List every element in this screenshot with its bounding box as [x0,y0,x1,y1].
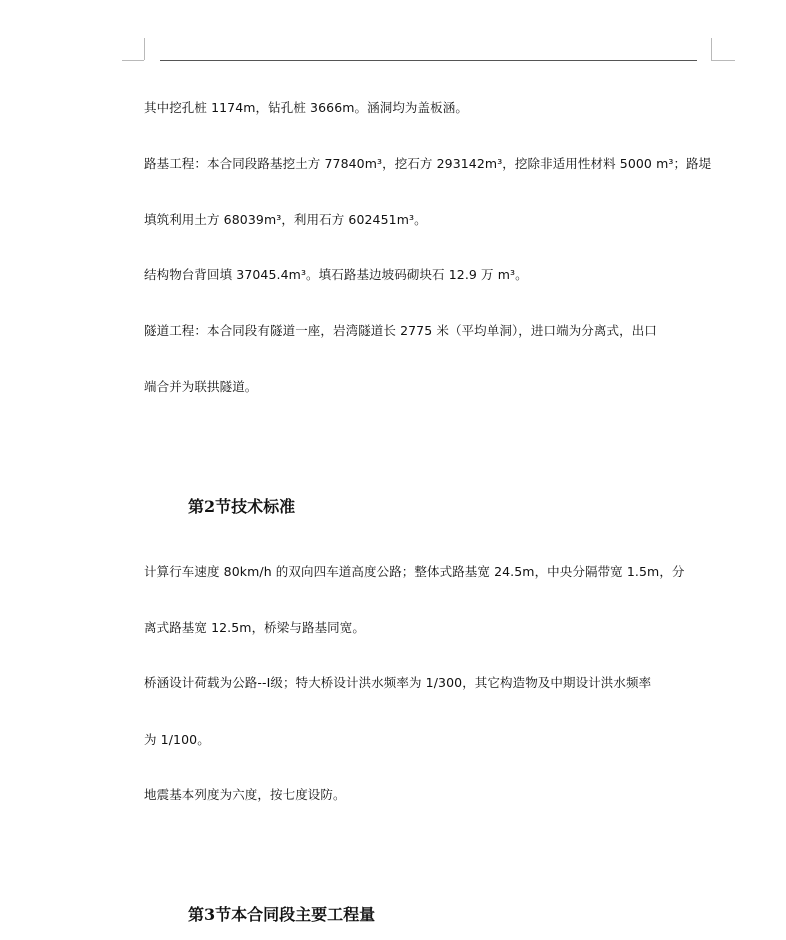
paragraph-line: 隧道工程：本合同段有隧道一座，岩湾隧道长 2775 米（平均单洞），进口端为分离式，出口 [144,323,657,338]
paragraph-line: 填筑利用土方 68039m³，利用石方 602451m³。 [144,212,427,227]
paragraph-line: 为 1/100。 [144,732,210,747]
section-heading: 第3节本合同段主要工程量 [188,905,376,924]
section-heading: 第2节技术标准 [188,497,296,516]
paragraph-line: 地震基本列度为六度，按七度设防。 [144,787,346,802]
paragraph-line: 端合并为联拱隧道。 [144,379,258,394]
paragraph-line: 其中挖孔桩 1174m，钻孔桩 3666m。涵洞均为盖板涵。 [144,100,468,115]
paragraph-line: 结构物台背回填 37045.4m³。填石路基边坡码砌块石 12.9 万 m³。 [144,267,528,282]
corner-mark-right-horizontal [711,60,735,61]
paragraph-line: 路基工程：本合同段路基挖土方 77840m³，挖石方 293142m³，挖除非适用性材料 5000 m³；路堤 [144,156,712,171]
paragraph-line: 桥涵设计荷载为公路--Ⅰ级；特大桥设计洪水频率为 1/300，其它构造物及中期设计洪水频率 [144,675,652,690]
corner-mark-left-horizontal [122,60,144,61]
paragraph-line: 离式路基宽 12.5m，桥梁与路基同宽。 [144,620,365,635]
paragraph-line: 计算行车速度 80km/h 的双向四车道高度公路；整体式路基宽 24.5m，中央分隔带宽 1.5m，分 [144,564,685,579]
header-rule [160,60,697,61]
corner-mark-top-right [711,38,712,60]
corner-mark-top-left [144,38,145,60]
